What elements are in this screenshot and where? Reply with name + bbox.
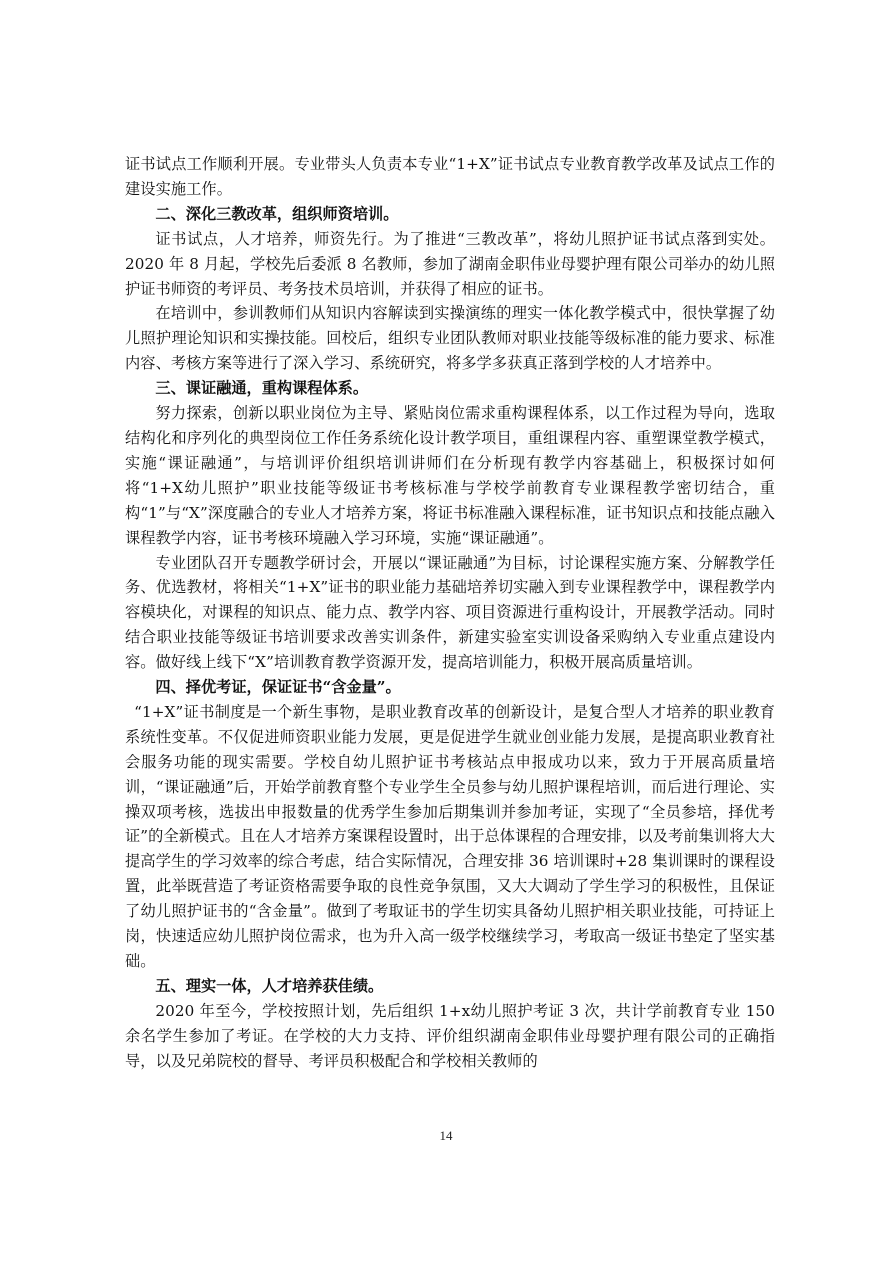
body-paragraph: 2020 年至今，学校按照计划，先后组织 1+x幼儿照护考证 3 次，共计学前教育专业 150 余名学生参加了考证。在学校的大力支持、评价组织湖南金职伟业母婴护理有限公司的正确指导，以及兄弟院校的督导、考评员积极配合和学校相关教师的 — [125, 1001, 775, 1070]
body-paragraph: 专业团队召开专题教学研讨会，开展以“课证融通”为目标，讨论课程实施方案、分解教学任务、优选教材，将相关“1+X”证书的职业能力基础培养切实融入到专业课程教学中，课程教学内容模块化，对课程的知识点、能力点、教学内容、项目资源进行重构设计，开展教学活动。同时结合职业技能等级证书培训要求改善实训条件，新建实验室实训设备采购纳入专业重点建设内容。做好线上线下“X”培训教育教学资源开发，提高培训能力，积极开展高质量培训。 — [125, 553, 775, 672]
section-heading: 三、课证融通，重构课程体系。 — [155, 379, 369, 398]
section-heading: 五、理实一体，人才培养获佳绩。 — [155, 976, 384, 995]
body-paragraph: 证书试点，人才培养，师资先行。为了推进“三教改革”，将幼儿照护证书试点落到实处。2020 年 8 月起，学校先后委派 8 名教师，参加了湖南金职伟业母婴护理有限公司举办的幼儿照护证书师资的考评员、考务技术员培训，并获得了相应的证书。 — [125, 229, 775, 298]
body-paragraph: “1+X”证书制度是一个新生事物，是职业教育改革的创新设计，是复合型人才培养的职业教育系统性变革。不仅促进师资职业能力发展，更是促进学生就业创业能力发展，是提高职业教育社会服务功能的现实需要。学校自幼儿照护证书考核站点申报成功以来，致力于开展高质量培训，“课证融通”后，开始学前教育整个专业学生全员参与幼儿照护课程培训，而后进行理论、实操双项考核，选拔出申报数量的优秀学生参加后期集训并参加考证，实现了“全员参培，择优考证”的全新模式。且在人才培养方案课程设置时，出于总体课程的合理安排，以及考前集训将大大提高学生的学习效率的综合考虑，结合实际情况，合理安排 36 培训课时+28 集训课时的课程设置，此举既营造了考证资格需要争取的良性竞争氛围，又大大调动了学生学习的积极性，且保证了幼儿照护证书的“含金量”。做到了考取证书的学生切实具备幼儿照护相关职业技能，可持证上岗，快速适应幼儿照护岗位需求，也为升入高一级学校继续学习，考取高一级证书垫定了坚实基础。 — [125, 702, 775, 970]
body-paragraph: 证书试点工作顺利开展。专业带头人负责本专业“1+X”证书试点专业教育教学改革及试点工作的建设实施工作。 — [125, 155, 775, 198]
document-body — [125, 152, 775, 1074]
section-heading: 二、深化三教改革，组织师资培训。 — [155, 204, 399, 223]
page-number: 14 — [439, 1128, 453, 1143]
body-paragraph: 努力探索，创新以职业岗位为主导、紧贴岗位需求重构课程体系，以工作过程为导向，选取结构化和序列化的典型岗位工作任务系统化设计教学项目，重组课程内容、重塑课堂教学模式，实施“课证融通”，与培训评价组织培训讲师们在分析现有教学内容基础上，积极探讨如何将“1+X幼儿照护”职业技能等级证书考核标准与学校学前教育专业课程教学密切结合，重构“1”与“X”深度融合的专业人才培养方案，将证书标准融入课程标准，证书知识点和技能点融入课程教学内容，证书考核环境融入学习环境，实施“课证融通”。 — [125, 404, 775, 547]
section-heading: 四、择优考证，保证证书“含金量”。 — [155, 678, 401, 697]
body-paragraph: 在培训中，参训教师们从知识内容解读到实操演练的理实一体化教学模式中，很快掌握了幼儿照护理论知识和实操技能。回校后，组织专业团队教师对职业技能等级标准的能力要求、标准内容、考核方案等进行了深入学习、系统研究，将多学多获真正落到学校的人才培养中。 — [125, 304, 775, 373]
